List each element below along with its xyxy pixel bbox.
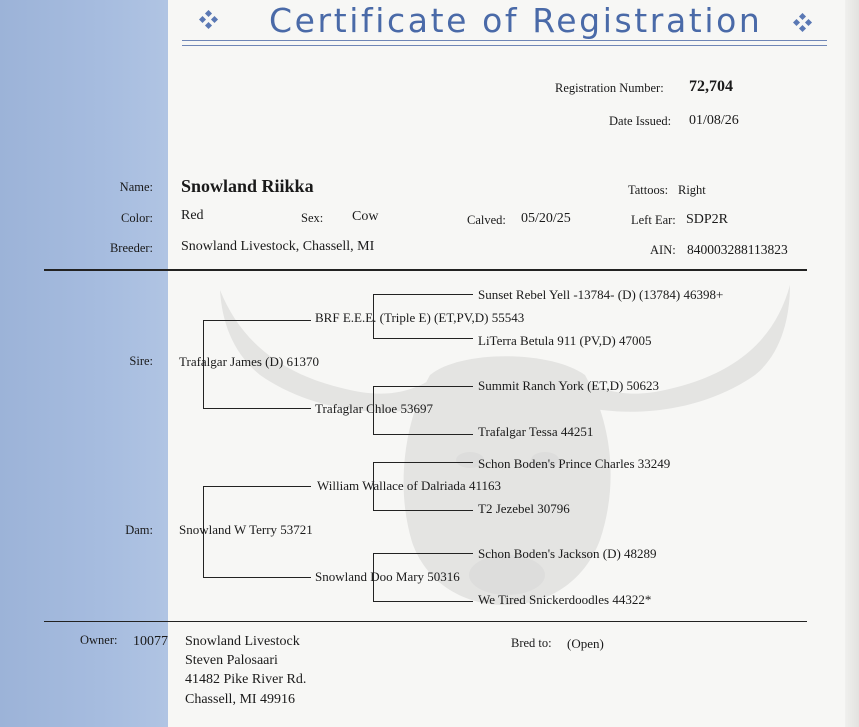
section-divider <box>44 269 807 271</box>
sire-sire-sire: Sunset Rebel Yell -13784- (D) (13784) 46398+ <box>478 287 724 302</box>
pedigree-line <box>203 408 311 409</box>
title-bar <box>182 0 827 50</box>
breeder-value: Snowland Livestock, Chassell, MI <box>181 239 375 254</box>
sire-dam-dam: Trafalgar Tessa 44251 <box>478 424 594 439</box>
dam-sire-sire: Schon Boden's Prince Charles 33249 <box>478 456 671 471</box>
sire-name: Trafalgar James (D) 61370 <box>179 354 319 369</box>
date-issued: 01/08/26 <box>689 113 739 128</box>
sire-dam-sire: Summit Ranch York (ET,D) 50623 <box>478 378 660 393</box>
pedigree-line <box>203 320 311 321</box>
pedigree-line <box>373 338 473 339</box>
animal-name: Snowland Riikka <box>181 176 314 196</box>
pedigree-line <box>373 434 473 435</box>
tattoos-label: Tattoos: <box>628 183 669 197</box>
owner-contact: Steven Palosaari <box>185 653 278 668</box>
pedigree-line <box>373 462 473 463</box>
name-label: Name: <box>119 180 153 194</box>
dam-label: Dam: <box>125 523 153 537</box>
owner-name: Snowland Livestock <box>185 634 300 649</box>
pedigree-line <box>373 601 473 602</box>
left-ear-label: Left Ear: <box>631 213 676 227</box>
bred-to-label: Bred to: <box>511 636 552 650</box>
pedigree-line <box>373 386 473 387</box>
title-rule <box>182 45 827 46</box>
dam-dam-dam: We Tired Snickerdoodles 44322* <box>478 592 652 607</box>
page-edge <box>845 0 859 727</box>
dam-sire: William Wallace of Dalriada 41163 <box>317 478 501 493</box>
calved-label: Calved: <box>467 213 506 227</box>
pedigree-line <box>203 486 311 487</box>
sire-sire: BRF E.E.E. (Triple E) (ET,PV,D) 55543 <box>315 310 525 325</box>
pedigree-line <box>203 577 311 578</box>
registration-number: 72,704 <box>689 78 733 95</box>
owner-id: 10077 <box>133 634 168 649</box>
color-value: Red <box>181 208 204 223</box>
section-divider <box>44 621 807 622</box>
diamond-ornament-icon <box>199 10 219 30</box>
pedigree-line <box>373 510 473 511</box>
dam-dam: Snowland Doo Mary 50316 <box>315 569 460 584</box>
sire-dam: Trafaglar Chloe 53697 <box>315 401 433 416</box>
owner-street: 41482 Pike River Rd. <box>185 672 307 687</box>
left-ear-value: SDP2R <box>686 212 729 227</box>
sire-sire-dam: LiTerra Betula 911 (PV,D) 47005 <box>478 333 652 348</box>
calved-value: 05/20/25 <box>521 211 571 226</box>
color-label: Color: <box>121 211 153 225</box>
certificate-title: Certificate of Registration <box>269 1 763 40</box>
sex-label: Sex: <box>301 211 324 225</box>
ain-label: AIN: <box>650 243 676 257</box>
ain-value: 840003288113823 <box>687 242 788 257</box>
sire-label: Sire: <box>129 354 153 368</box>
diamond-ornament-icon <box>793 13 813 33</box>
tattoos-value: Right <box>678 183 706 197</box>
date-issued-label: Date Issued: <box>609 114 672 128</box>
dam-dam-sire: Schon Boden's Jackson (D) 48289 <box>478 546 657 561</box>
dam-name: Snowland W Terry 53721 <box>179 522 313 537</box>
breeder-label: Breeder: <box>109 241 153 255</box>
bred-to-value: (Open) <box>567 636 604 651</box>
owner-city: Chassell, MI 49916 <box>185 692 296 707</box>
sex-value: Cow <box>352 209 379 224</box>
owner-label: Owner: <box>80 633 118 647</box>
registration-number-label: Registration Number: <box>555 81 664 95</box>
pedigree-line <box>373 294 473 295</box>
title-rule <box>182 40 827 41</box>
dam-sire-dam: T2 Jezebel 30796 <box>478 501 570 516</box>
pedigree-line <box>373 553 473 554</box>
